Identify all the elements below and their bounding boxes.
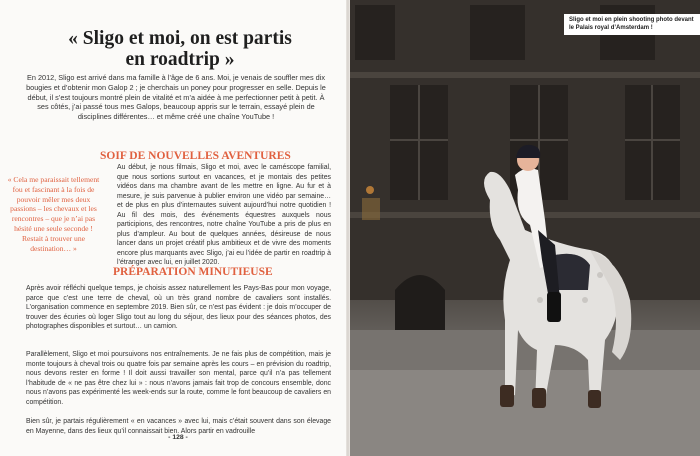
section-text-adventures: Au début, je nous filmais, Sligo et moi, avec le caméscope familial, que nous sortions surtout en vacances, et je montais des petites vidéos dans ma chambre avant de les mettre en ligne. Au fur et à mesure, je suis parvenue à publier environ une vidéo par semaine… et de plus en plus d’internautes suivent aujourd’hui notre quotidien ! Au fil des mois, des événements équestres auxquels nous participions, des rencontres, notre chaîne YouTube a pris de plus en plus d’ampleur. Au bout de quelques années, désireuse de nous lancer dans un projet créatif plus ambitieux et de vivre des moments encore plus marquants avec Sligo, j’ai eu l’idée de partir en roadtrip à l’étranger avec lui, en juillet 2020. [117,164,331,267]
section-text-preparation-3: Bien sûr, je partais régulièrement « en vacances » avec lui, mais c’était souvent dans son élevage en Mayenne, dans des lieux qu’il connaissait bien. Alors partir en vadrouille [26,418,331,435]
lamp-light [366,186,374,194]
article-intro: En 2012, Sligo est arrivé dans ma famille à l’âge de 6 ans. Moi, je venais de souffler mes dix bougies et d’obtenir mon Galop 2 ; je cherchais un poney pour progresser en selle. Depuis le début, il s’est toujours montré plein de vitalité et m’a aidée à me perfectionner petit à petit. À ses côtés, j’ai passé tous mes Galops, beaucoup appris sur le terrain, essayé plein de disciplines différentes… et même créé une chaîne YouTube ! [26,73,326,122]
section-text-preparation-2: Parallèlement, Sligo et moi poursuivons nos entraînements. Je ne fais plus de compétition, mais je monte toujours à cheval trois ou quatre fois par semaine après les cours – en prévision du roadtrip, nous devons rester en forme ! Il doit aussi travailler son mental, parce qu’il n’a pas tellement l’habitude de « ne pas être chez lui » : nous n’avons jamais fait trop de concours ensemble, donc nous n’avons pas expérimenté les week-ends sur la route, comme le font beaucoup de cavaliers en compétition. [26,351,331,406]
photo-illustration [350,0,700,456]
photo-caption: Sligo et moi en plein shooting photo devant le Palais royal d’Amsterdam ! [564,14,700,35]
section-heading-adventures: SOIF DE NOUVELLES AVENTURES [100,150,291,162]
article-title: « Sligo et moi, on est partis en roadtrip » [68,28,292,70]
section-heading-preparation: PRÉPARATION MINUTIEUSE [113,266,273,278]
pull-quote: « Cela me paraissait tellement fou et fascinant à la fois de pouvoir mêler mes deux passions – les chevaux et les rencontres – que je n’ai pas hésité une seule seconde ! Restait à trouver une destination… » [7,175,100,253]
horse-photo [350,0,700,456]
left-page [0,0,348,456]
page-number: - 128 - [168,434,188,441]
section-text-preparation-1: Après avoir réfléchi quelque temps, je choisis assez naturellement les Pays-Bas pour mon voyage, parce que c’est une terre de cheval, où un très grand nombre de cavaliers sont installés. L’organisation commence en septembre 2019. Bien sûr, ce n’est pas évident : je dois m’occuper de trouver des écuries où loger Sligo tout au long du séjour, des lieux pour des séances photos, des photographes disponibles et surtout… un camion. [26,285,331,331]
